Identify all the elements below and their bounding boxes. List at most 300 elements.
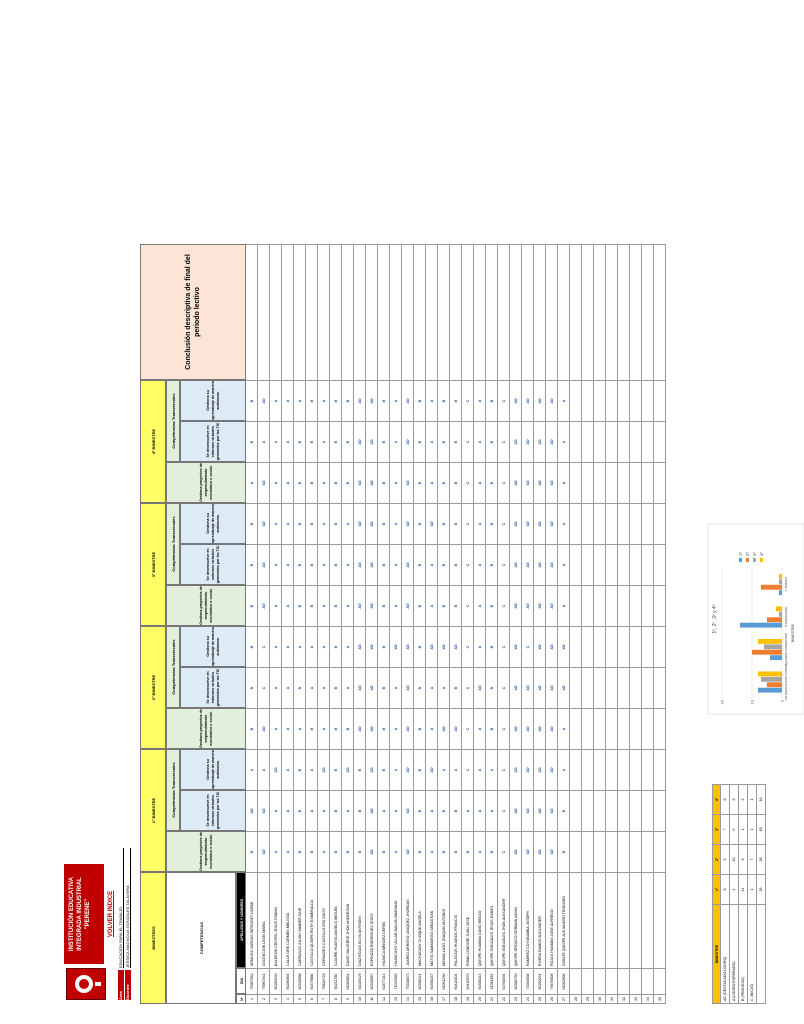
- grade-cell: A: [282, 626, 294, 667]
- grade-cell: A: [558, 544, 570, 585]
- grade-cell: A: [462, 790, 474, 831]
- grade-cell: [582, 708, 594, 749]
- summary-row-label: A (LOGRO ESPERADO): [730, 904, 739, 1004]
- grade-cell: [606, 790, 618, 831]
- grade-cell: B: [306, 380, 318, 421]
- grade-cell: B: [414, 462, 426, 503]
- grade-cell: A: [426, 667, 438, 708]
- grade-cell: AD: [366, 544, 378, 585]
- grade-cell: A: [318, 503, 330, 544]
- grade-cell: AD: [342, 749, 354, 790]
- grade-cell: A: [246, 462, 258, 503]
- table-row: [306, 244, 318, 1004]
- summary-col-header: 4º: [712, 784, 721, 814]
- grade-cell: [630, 380, 642, 421]
- grade-cell: A: [474, 503, 486, 544]
- grade-cell: B: [438, 462, 450, 503]
- bar: [752, 650, 782, 655]
- grade-cell: AD: [534, 626, 546, 667]
- row-number: 17: [438, 994, 450, 1004]
- grade-cell: [570, 585, 582, 626]
- grade-cell: B: [294, 790, 306, 831]
- grade-cell: B: [450, 544, 462, 585]
- grade-cell: B: [306, 831, 318, 872]
- grade-cell: [594, 749, 606, 790]
- grade-cell: B: [246, 380, 258, 421]
- grade-cell: [582, 503, 594, 544]
- grade-cell: [642, 462, 654, 503]
- grade-cell: A: [426, 790, 438, 831]
- summary-col-header: 3º: [712, 814, 721, 844]
- competencia-main-header: Gestiona proyectos de emprendimiento económico o social.: [166, 831, 246, 872]
- grade-cell: AD: [534, 667, 546, 708]
- grade-cell: A: [318, 831, 330, 872]
- grade-cell: B: [378, 708, 390, 749]
- grade-cell: AD: [510, 585, 522, 626]
- grade-cell: A: [282, 667, 294, 708]
- grade-cell: A: [318, 585, 330, 626]
- row-number: 16: [426, 994, 438, 1004]
- conclusion-cell: [558, 244, 570, 380]
- grade-cell: [570, 790, 582, 831]
- grade-cell: [642, 544, 654, 585]
- grade-cell: [594, 380, 606, 421]
- grade-cell: A: [270, 503, 282, 544]
- grade-cell: AD: [522, 462, 534, 503]
- grade-cell: A: [270, 626, 282, 667]
- transversal-header: Competencias Transversales: [166, 749, 180, 831]
- grade-cell: B: [414, 421, 426, 462]
- grade-cell: AD: [522, 708, 534, 749]
- grade-cell: AD: [522, 421, 534, 462]
- grade-cell: A: [474, 708, 486, 749]
- bar: [758, 671, 782, 676]
- grade-cell: C: [462, 462, 474, 503]
- summary-col-header: 1º: [712, 874, 721, 904]
- grade-cell: [654, 790, 666, 831]
- student-name: JUAREZ ARROYO VASQUEZ JHORDAN: [402, 872, 414, 968]
- grade-cell: AD: [558, 626, 570, 667]
- grade-cell: B: [378, 626, 390, 667]
- student-name: QUISPE GONZALES JHON ALEXANDER: [498, 872, 510, 968]
- conclusion-cell: [390, 244, 402, 380]
- grade-cell: [630, 831, 642, 872]
- grade-cell: C: [498, 421, 510, 462]
- grade-cell: [594, 503, 606, 544]
- conclusion-cell: [402, 244, 414, 380]
- grade-cell: AD: [402, 503, 414, 544]
- grade-cell: C: [498, 749, 510, 790]
- row-number: 2: [258, 994, 270, 1004]
- y-tick-label: 0: [779, 700, 785, 703]
- grade-cell: [654, 831, 666, 872]
- table-row: [630, 244, 642, 1004]
- x-tick-label: C (INICIO): [784, 577, 788, 592]
- student-name: QUISPE HUAMAN DAVID RENZO: [474, 872, 486, 968]
- student-name: CLAURE HUAYTA ANGELO MIGUEL: [330, 872, 342, 968]
- grade-cell: [618, 421, 630, 462]
- grade-cell: B: [306, 708, 318, 749]
- grade-cell: [630, 421, 642, 462]
- grade-cell: B: [378, 421, 390, 462]
- grade-cell: AD: [258, 544, 270, 585]
- conclusion-cell: [534, 244, 546, 380]
- student-name: ESPINOZA RODRIGUEZ JESSY: [366, 872, 378, 968]
- grade-cell: [630, 790, 642, 831]
- grade-cell: [654, 585, 666, 626]
- competencia-main-header: Gestiona proyectos de emprendimiento económico o social.: [166, 462, 246, 503]
- grade-cell: [582, 544, 594, 585]
- grade-cell: A: [450, 749, 462, 790]
- grade-cell: AD: [534, 421, 546, 462]
- grade-cell: A: [474, 421, 486, 462]
- grade-cell: A: [258, 421, 270, 462]
- grade-cell: B: [378, 503, 390, 544]
- table-row: [318, 244, 330, 1004]
- table-row: [366, 244, 378, 1004]
- grade-cell: A: [474, 462, 486, 503]
- student-dni: 75338873: [402, 968, 414, 994]
- chart-title: 1º, 2º, 3º y 4º: [712, 604, 718, 634]
- x-tick-label: A (LOGRO ESPERADO): [784, 632, 788, 666]
- table-row: [438, 244, 450, 1004]
- row-number: 21: [486, 994, 498, 1004]
- grade-cell: AD: [546, 421, 558, 462]
- grade-cell: [606, 462, 618, 503]
- grade-cell: [618, 380, 630, 421]
- grade-cell: B: [462, 831, 474, 872]
- grade-cell: AD: [258, 503, 270, 544]
- grade-cell: A: [390, 708, 402, 749]
- grade-cell: A: [558, 380, 570, 421]
- grade-cell: B: [354, 831, 366, 872]
- table-row: [474, 244, 486, 1004]
- grade-cell: A: [474, 831, 486, 872]
- grade-cell: AD: [366, 421, 378, 462]
- conclusion-cell: [330, 244, 342, 380]
- grade-cell: A: [426, 544, 438, 585]
- grade-cell: [594, 462, 606, 503]
- table-row: [486, 244, 498, 1004]
- grade-cell: A: [390, 544, 402, 585]
- grade-cell: A: [390, 503, 402, 544]
- grade-cell: AD: [522, 667, 534, 708]
- row-number: 13: [390, 994, 402, 1004]
- table-row: [330, 244, 342, 1004]
- grade-cell: A: [426, 708, 438, 749]
- conclusion-cell: [522, 244, 534, 380]
- grade-cell: B: [294, 749, 306, 790]
- student-dni: [594, 968, 606, 994]
- bar: [758, 688, 782, 693]
- grade-cell: AD: [426, 749, 438, 790]
- legend-label: 1º: [738, 552, 743, 556]
- grade-cell: B: [342, 708, 354, 749]
- grade-cell: AD: [438, 708, 450, 749]
- summary-title: BIMESTRE: [712, 904, 721, 1004]
- row-number: 30: [594, 994, 606, 1004]
- grade-cell: [594, 831, 606, 872]
- conclusion-cell: [270, 244, 282, 380]
- grade-cell: B: [330, 667, 342, 708]
- student-name: PALACIOS HUAROC FRANCIS: [450, 872, 462, 968]
- grade-cell: AD: [522, 503, 534, 544]
- grade-cell: A: [390, 667, 402, 708]
- grade-cell: A: [318, 421, 330, 462]
- row-number: 29: [582, 994, 594, 1004]
- conclusion-cell: [246, 244, 258, 380]
- row-number: 7: [318, 994, 330, 1004]
- grade-cell: B: [486, 667, 498, 708]
- grade-cell: [654, 380, 666, 421]
- grade-cell: A: [342, 667, 354, 708]
- row-number: 18: [450, 994, 462, 1004]
- grade-cell: A: [318, 380, 330, 421]
- conclusion-cell: [474, 244, 486, 380]
- grade-cell: A: [390, 749, 402, 790]
- summary-value: 8: [721, 874, 730, 904]
- grade-cell: A: [270, 667, 282, 708]
- grade-cell: B: [486, 462, 498, 503]
- grade-cell: B: [414, 667, 426, 708]
- grade-cell: B: [306, 421, 318, 462]
- row-number: 10: [354, 994, 366, 1004]
- student-dni: 75967461: [258, 968, 270, 994]
- student-dni: [606, 968, 618, 994]
- grade-cell: [642, 790, 654, 831]
- grade-cell: AD: [546, 462, 558, 503]
- grade-cell: A: [270, 421, 282, 462]
- conclusion-cell: [570, 244, 582, 380]
- grade-cell: AD: [354, 462, 366, 503]
- grade-cell: B: [450, 380, 462, 421]
- grade-cell: AD: [366, 626, 378, 667]
- grade-cell: AD: [522, 790, 534, 831]
- grade-cell: B: [246, 544, 258, 585]
- grade-cell: B: [246, 831, 258, 872]
- back-index-link[interactable]: VOLVER INDICE: [108, 890, 114, 938]
- row-number: 34: [642, 994, 654, 1004]
- grade-cell: B: [306, 585, 318, 626]
- grade-cell: A: [558, 585, 570, 626]
- conclusion-cell: [606, 244, 618, 380]
- student-name: QUISPE GONZALES JESUS DANIEL: [486, 872, 498, 968]
- grade-cell: [606, 749, 618, 790]
- summary-value: 5: [739, 844, 748, 874]
- student-dni: 61061290: [438, 968, 450, 994]
- grade-cell: B: [558, 831, 570, 872]
- grade-cell: AD: [450, 626, 462, 667]
- grade-cell: AD: [534, 790, 546, 831]
- student-name: MATTA SAMANIEGO SEBASTIAN: [426, 872, 438, 968]
- bimester-header: 4º BIMESTRE: [140, 380, 166, 503]
- grade-cell: AD: [510, 790, 522, 831]
- table-row: [582, 244, 594, 1004]
- grade-cell: AD: [534, 544, 546, 585]
- grade-cell: [654, 421, 666, 462]
- student-dni: 71045365: [390, 968, 402, 994]
- summary-total-label: [757, 904, 766, 1004]
- transversal-competence-header: Se desenvuelve en entornos virtuales generados por las TIC: [180, 790, 246, 831]
- grade-cell: B: [342, 380, 354, 421]
- col-n: Nº: [236, 994, 246, 1004]
- grade-cell: [594, 708, 606, 749]
- grade-cell: A: [270, 544, 282, 585]
- conclusion-cell: [414, 244, 426, 380]
- grade-cell: AD: [510, 749, 522, 790]
- grade-cell: A: [282, 503, 294, 544]
- student-name: MAYMA LAZO JOAQUIN ANTONIO: [438, 872, 450, 968]
- grade-cell: [642, 749, 654, 790]
- student-dni: 60280291: [534, 968, 546, 994]
- grade-cell: AD: [426, 503, 438, 544]
- competencias-header: COMPETENCIAS: [166, 872, 236, 1004]
- grade-cell: AD: [546, 544, 558, 585]
- grade-cell: A: [282, 790, 294, 831]
- grade-cell: [606, 503, 618, 544]
- grade-cell: A: [390, 462, 402, 503]
- summary-value: 1: [748, 784, 757, 814]
- grade-cell: B: [294, 503, 306, 544]
- grade-cell: AD: [402, 749, 414, 790]
- student-dni: [642, 968, 654, 994]
- table-row: [498, 244, 510, 1004]
- grade-cell: B: [330, 585, 342, 626]
- conclusion-cell: [546, 244, 558, 380]
- grade-cell: [618, 708, 630, 749]
- grade-cell: [630, 667, 642, 708]
- grade-cell: A: [558, 503, 570, 544]
- grade-cell: AD: [546, 790, 558, 831]
- summary-row-label: C (INICIO): [748, 904, 757, 1004]
- grade-cell: B: [438, 790, 450, 831]
- grade-cell: AD: [546, 626, 558, 667]
- grade-cell: A: [318, 626, 330, 667]
- grade-cell: A: [558, 421, 570, 462]
- grade-cell: B: [378, 831, 390, 872]
- grade-cell: A: [270, 462, 282, 503]
- table-row: [462, 244, 474, 1004]
- student-dni: [582, 968, 594, 994]
- grade-cell: [582, 421, 594, 462]
- grade-cell: A: [558, 749, 570, 790]
- grade-cell: B: [450, 831, 462, 872]
- grade-cell: C: [498, 503, 510, 544]
- student-name: CARRANZA JULIAN YAMBER SAIR: [294, 872, 306, 968]
- grade-cell: B: [450, 790, 462, 831]
- bar: [767, 617, 782, 622]
- grade-cell: B: [414, 831, 426, 872]
- grade-cell: A: [270, 708, 282, 749]
- grade-cell: [570, 462, 582, 503]
- table-row: [270, 244, 282, 1004]
- row-number: 11: [366, 994, 378, 1004]
- row-number: 14: [402, 994, 414, 1004]
- grade-cell: B: [342, 831, 354, 872]
- grade-cell: B: [486, 503, 498, 544]
- row-number: 31: [606, 994, 618, 1004]
- grade-cell: AD: [402, 421, 414, 462]
- grade-cell: AD: [354, 544, 366, 585]
- grade-cell: C: [462, 667, 474, 708]
- conclusion-cell: [366, 244, 378, 380]
- grade-cell: A: [306, 626, 318, 667]
- table-row: [594, 244, 606, 1004]
- student-dni: 60211780: [330, 968, 342, 994]
- grade-cell: A: [282, 831, 294, 872]
- grade-cell: A: [282, 462, 294, 503]
- grade-cell: B: [330, 749, 342, 790]
- grade-cell: [594, 585, 606, 626]
- grade-cell: AD: [534, 831, 546, 872]
- row-number: 22: [498, 994, 510, 1004]
- summary-value: 1: [748, 814, 757, 844]
- student-name: ASCENCION LEON MARIA: [258, 872, 270, 968]
- grade-cell: C: [462, 503, 474, 544]
- grade-cell: B: [330, 544, 342, 585]
- row-number: 23: [510, 994, 522, 1004]
- grade-cell: B: [330, 626, 342, 667]
- grade-cell: AD: [402, 667, 414, 708]
- conclusion-cell: [282, 244, 294, 380]
- bimester-header: 2º BIMESTRE: [140, 626, 166, 749]
- x-tick-label: B (PROCESO): [784, 606, 788, 627]
- transversal-competence-header: Se desenvuelve en entornos virtuales generados por las TIC: [180, 421, 246, 462]
- row-number: 6: [306, 994, 318, 1004]
- grade-cell: A: [342, 626, 354, 667]
- bar: [767, 682, 782, 687]
- grade-cell: C: [462, 708, 474, 749]
- grade-cell: AD: [534, 503, 546, 544]
- grade-cell: B: [342, 421, 354, 462]
- grade-cell: B: [450, 503, 462, 544]
- grade-cell: B: [246, 708, 258, 749]
- bar: [779, 579, 782, 584]
- student-name: BALDEON CRISPIN JESUS FABIAN: [270, 872, 282, 968]
- table-row: [402, 244, 414, 1004]
- grade-cell: B: [486, 544, 498, 585]
- grade-cell: A: [318, 790, 330, 831]
- table-row: [378, 244, 390, 1004]
- grade-cell: B: [306, 544, 318, 585]
- grade-cell: [654, 626, 666, 667]
- grade-cell: AD: [366, 503, 378, 544]
- grade-cell: AD: [534, 380, 546, 421]
- transversal-header: Competencias Transversales: [166, 503, 180, 585]
- competencia-main-header: Gestiona proyectos de emprendimiento económico o social.: [166, 708, 246, 749]
- summary-total: 18: [757, 814, 766, 844]
- table-row: [510, 244, 522, 1004]
- summary-value: 4: [730, 874, 739, 904]
- transversal-competence-header: Se desenvuelve en entornos virtuales generados por las TIC: [180, 667, 246, 708]
- grade-cell: AD: [510, 380, 522, 421]
- grade-cell: AD: [546, 380, 558, 421]
- conclusion-cell: [378, 244, 390, 380]
- table-row: [342, 244, 354, 1004]
- grade-cell: A: [294, 626, 306, 667]
- area-value: EDUCACIÓN PARA EL TRABAJO: [118, 848, 124, 968]
- grade-cell: C: [498, 462, 510, 503]
- grade-cell: A: [426, 462, 438, 503]
- conclusion-cell: [306, 244, 318, 380]
- grade-cell: AD: [366, 831, 378, 872]
- grade-cell: [654, 462, 666, 503]
- table-row: [654, 244, 666, 1004]
- bar: [761, 585, 782, 590]
- school-logo: [66, 968, 106, 1000]
- table-row: [246, 244, 258, 1004]
- grade-cell: AD: [534, 585, 546, 626]
